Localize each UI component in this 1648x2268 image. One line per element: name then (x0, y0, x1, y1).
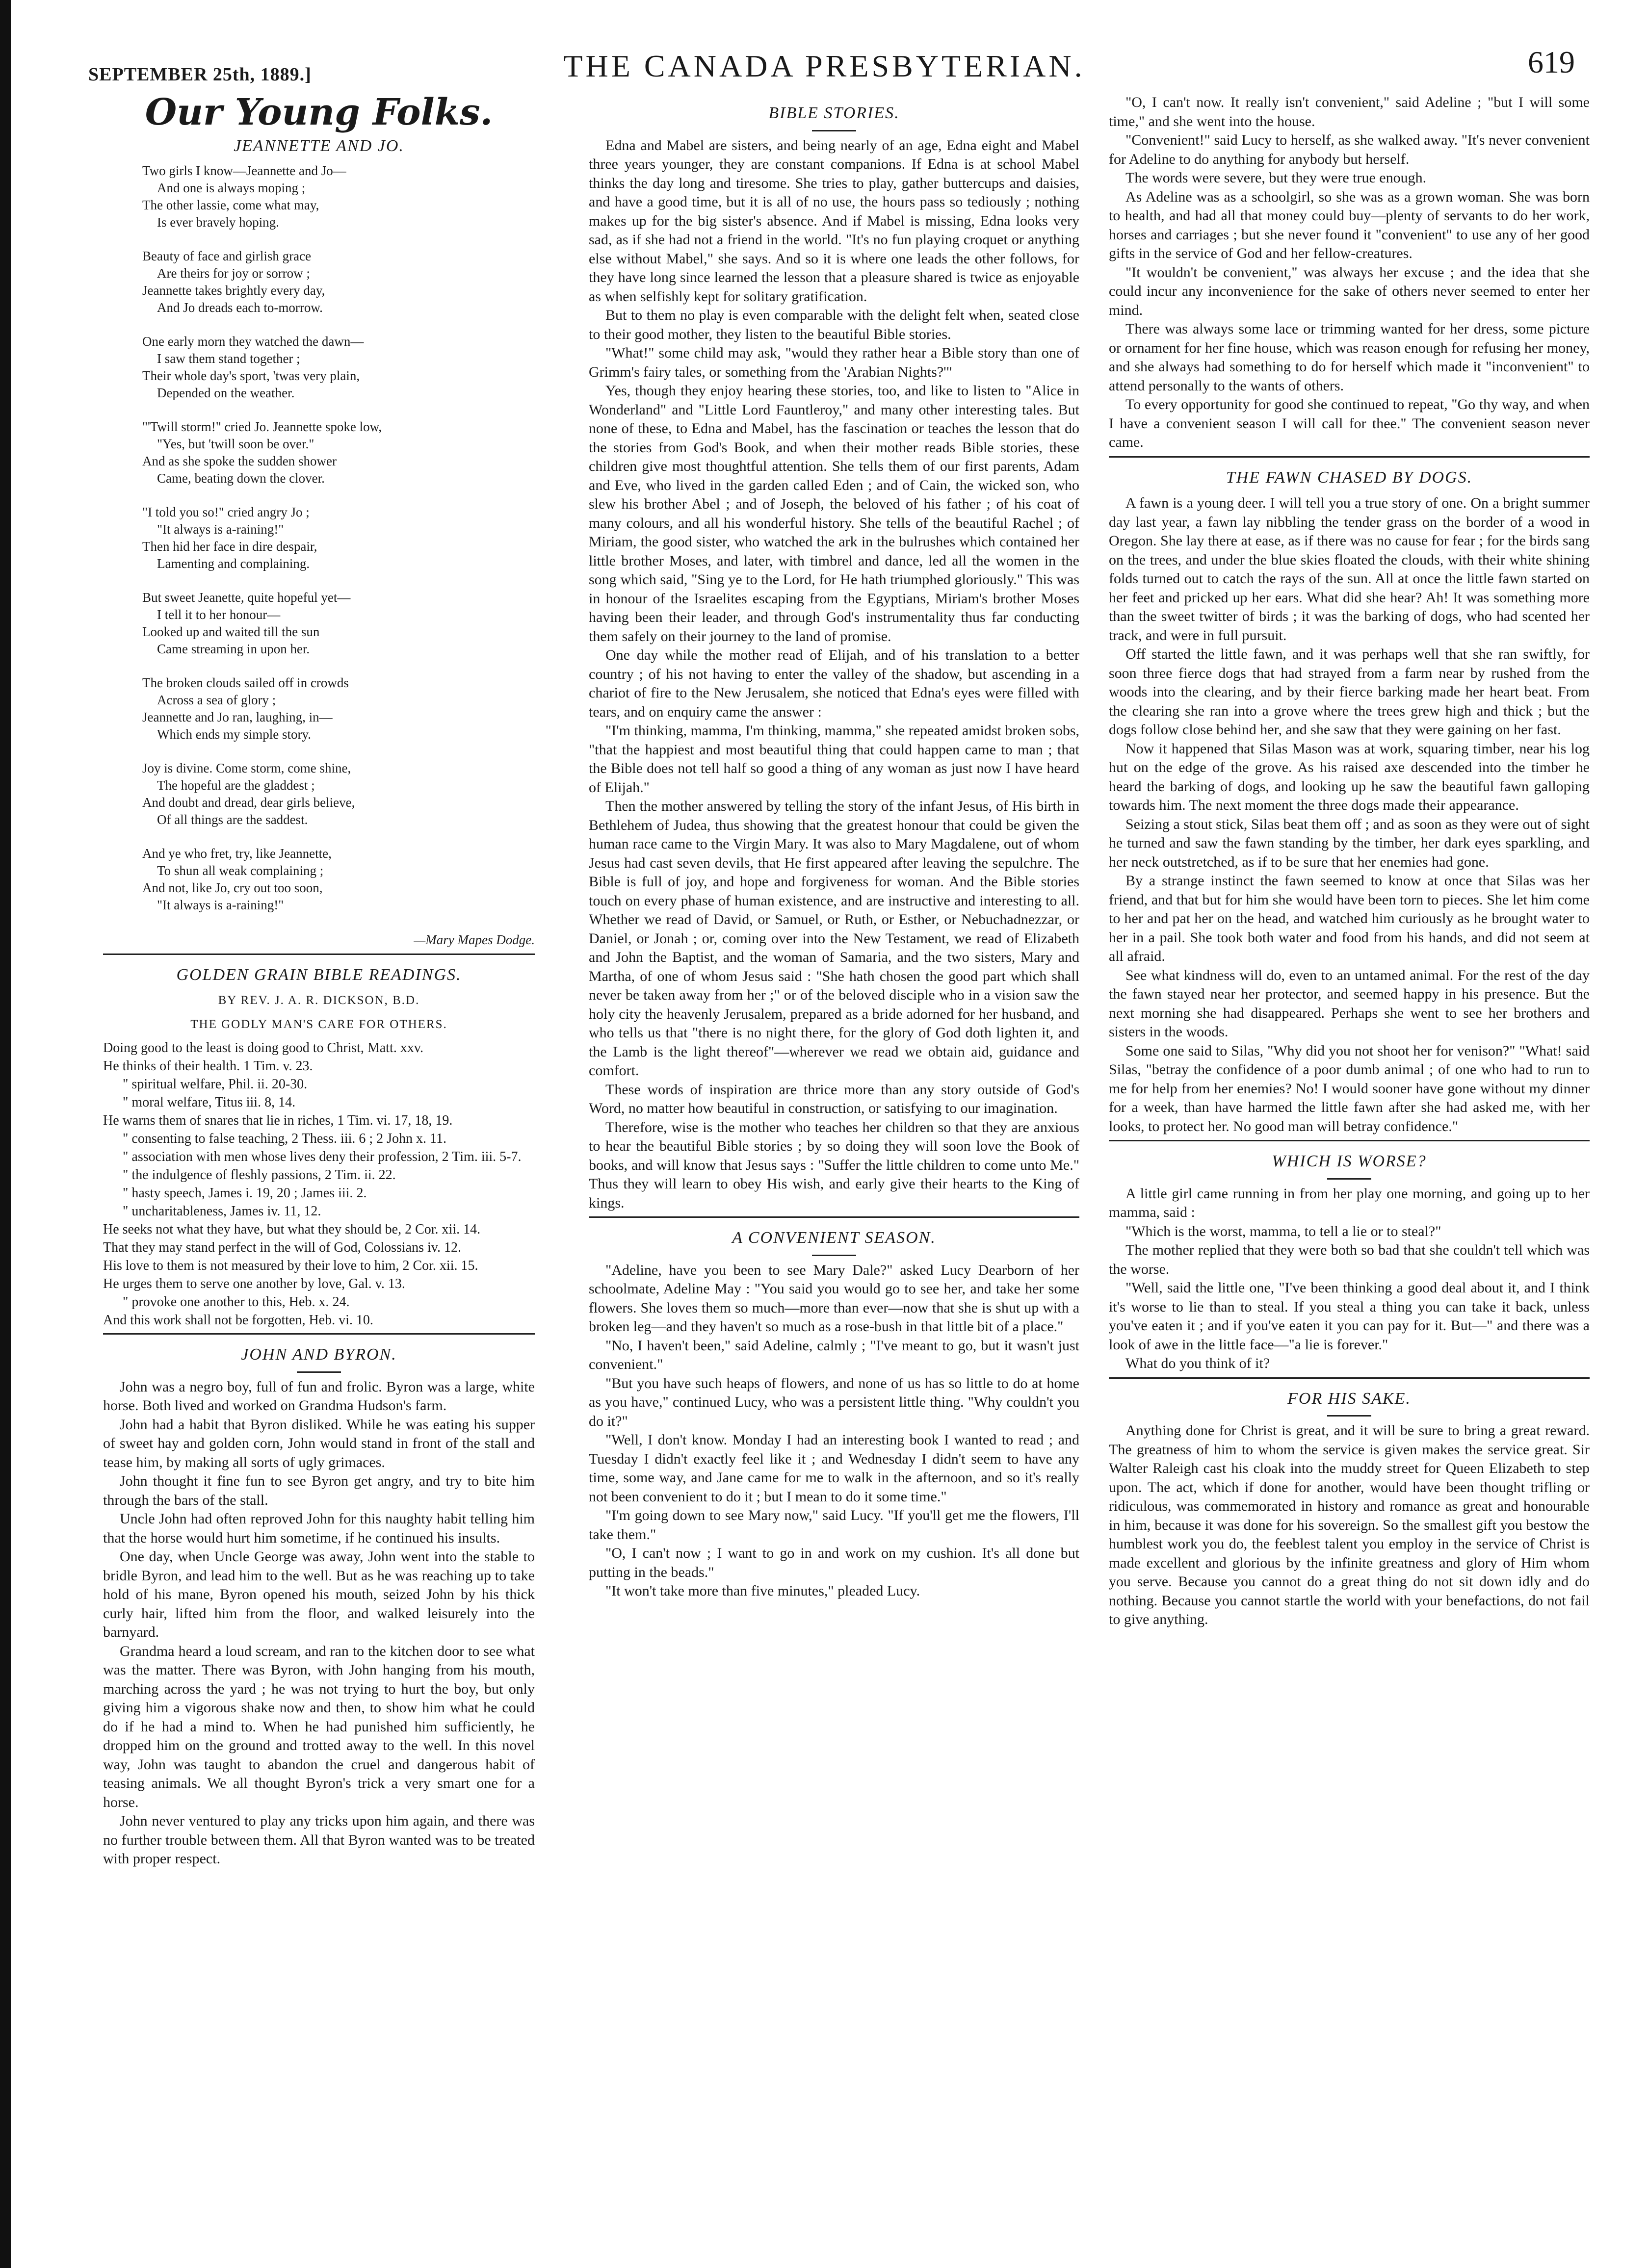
paragraph: Then the mother answered by telling the story of the infant Jesus, of His birth in Bethlehem of Judea, thus showing that the greatest honour that could be given the human race came to the Virgin Mary. It was also to Mary Magdalene, out of whom Jesus had cast seven devils, that He first appeared after leaving the sepulchre. The Bible is full of joy, and hope and forgiveness for woman. And the Bible stories touch on every phase of human existence, and are instructive and interesting to all. Whether we read of David, or Samuel, or Ruth, or Esther, or Nebuchadnezzar, or Daniel, or Jonah ; or, coming over into the New Testament, we read of Elizabeth and John the Baptist, and the woman of Samaria, and the two sisters, Mary and Martha, of one of whom Jesus said : "She hath chosen the good part which shall never be taken away from her ;" or of the beloved disciple who in a vision saw the holy city the heavenly Jerusalem, prepared as a bride adorned for her husband, and who tells us that "there is no night there, for the glory of God doth lighten it, and the Lamb is the light thereof"—wherever we read we obtain aid, guidance and comfort. (589, 798, 1079, 1079)
poem-stanza (142, 760, 535, 828)
bible-stories-body (589, 136, 1079, 1213)
poem-line: "I told you so!" cried angry Jo ; (142, 505, 310, 519)
issue-date: SEPTEMBER 25th, 1889.] (88, 64, 312, 85)
poem-line: Then hid her face in dire despair, (142, 539, 317, 554)
paragraph: Off started the little fawn, and it was perhaps well that she ran swiftly, for soon three fierce dogs that had strayed from a farm near by rushed from the woods into the clearing, and by their fierce barking made her heart beat. From the clearing she ran into a grove where the trees grew high and thick ; but the dogs follow close behind her, and she saw that they were gaining on her fast. (1109, 646, 1590, 738)
his-sake-title: FOR HIS SAKE. (1287, 1389, 1411, 1408)
readings-byline: BY REV. J. A. R. DICKSON, B.D. (218, 994, 420, 1007)
poem-line: Which ends my simple story. (157, 727, 311, 742)
paragraph: "Well, I don't know. Monday I had an interesting book I wanted to read ; and Tuesday I didn't exactly feel like it ; and Wednesday I didn't seem to have any time, some way, and Jane came for me to walk in the afternoon, and so it's really not been convenient to do it ; but I mean to do it some time." (589, 1432, 1079, 1505)
poem-line: Beauty of face and girlish grace (142, 249, 312, 263)
poem-line: "It always is a-raining!" (157, 898, 284, 912)
paragraph: What do you think of it? (1125, 1355, 1270, 1371)
poem-stanza (142, 248, 535, 316)
paragraph: As Adeline was as a schoolgirl, so she was as a grown woman. She was born to health, and had all that money could buy—plenty of servants to do her work, horses and carriages ; but she never found it "convenient" to use any of her good gifts in the service of God and her fellow-creatures. (1109, 188, 1590, 261)
section-title: Our Young Folks. (145, 91, 493, 133)
poem-line: Of all things are the saddest. (157, 812, 308, 827)
short-divider (812, 130, 856, 131)
readings-subtitle: THE GODLY MAN'S CARE FOR OTHERS. (190, 1017, 447, 1031)
poem-stanza (142, 418, 535, 487)
paragraph: Edna and Mabel are sisters, and being nearly of an age, Edna eight and Mabel three years younger, they are constant companions. If Edna is at school Mabel thinks the day long and tiresome. She tries to play, gather buttercups and daisies, and have a good time, but it is all of no use, the hours pass so tediously ; nothing makes up for the big sister's absence. And if Mabel is missing, Edna looks very sad, as if she had not a friend in the world. "It's no fun playing croquet or anything else without Mabel," she says. And so it is where one leads the other follows, for they have long since learned the lesson that a pleasure shared is twice as enjoyable as when selfishly kept for solitary gratification. (589, 137, 1079, 305)
poem-stanza (142, 162, 535, 231)
poem-line: I saw them stand together ; (157, 351, 300, 366)
paragraph: "What!" some child may ask, "would they rather hear a Bible story than one of Grimm's fairy tales, or something from the 'Arabian Nights?'" (589, 345, 1079, 380)
paragraph: Seizing a stout stick, Silas beat them off ; and as soon as they were out of sight he turned and saw the fawn standing by the timber, her dark eyes sparkling, and her neck outstretched, as if to be sure that her enemies had gone. (1109, 816, 1590, 870)
poem-line: Looked up and waited till the sun (142, 624, 320, 639)
reading-line: " provoke one another to this, Heb. x. 24. (123, 1294, 350, 1310)
poem-stanza (142, 504, 535, 572)
worse-body (1109, 1185, 1590, 1373)
paragraph: To every opportunity for good she continued to repeat, "Go thy way, and when I have a convenient season I will call for thee." The convenient season never came. (1109, 396, 1590, 450)
poem-line: The other lassie, come what may, (142, 198, 319, 212)
poem-line: Their whole day's sport, 'twas very plain, (142, 368, 360, 383)
column-left (103, 93, 535, 1869)
divider (103, 1333, 535, 1335)
paragraph: Anything done for Christ is great, and it will be sure to bring a great reward. The greatness of him to whom the service is given makes the service great. Sir Walter Raleigh cast his cloak into the muddy street for Queen Elizabeth to step upon. The act, which if done for another, would have been thought trifling or ridiculous, was commemorated in history and romance as great and honourable in him, because it was done for his sovereign. So the smallest gift you bestow the humblest work you do, the feeblest talent you employ in the service of Christ is made excellent and glorious by the infinite greatness and glory of Him whom you serve. Because you cannot do a great thing do not sit down idly and do nothing. Because you cannot startle the world with your benefactions, do not fail to give anything. (1109, 1422, 1590, 1627)
poem-line: Jeannette takes brightly every day, (142, 283, 325, 298)
poem-line: The hopeful are the gladdest ; (157, 778, 315, 793)
column-right (1109, 93, 1590, 1629)
paragraph: "Convenient!" said Lucy to herself, as she walked away. "It's never convenient for Adeline to do anything for anybody but herself. (1109, 132, 1590, 167)
poem-stanza (142, 845, 535, 914)
reading-line: " consenting to false teaching, 2 Thess. iii. 6 ; 2 John x. 11. (123, 1131, 447, 1146)
reading-line: " spiritual welfare, Phil. ii. 20-30. (123, 1077, 308, 1092)
poem-line: One early morn they watched the dawn— (142, 334, 364, 349)
paragraph: "Adeline, have you been to see Mary Dale?" asked Lucy Dearborn of her schoolmate, Adeline May : "You said you would go to see her, and take her some flowers. She loves them so much—more than ever—now that she is shut up with a broken leg—and they haven't so much as a rose-bush in that little bit of a place." (589, 1262, 1079, 1335)
paragraph: One day, when Uncle George was away, John went into the stable to bridle Byron, and lead him to the well. But as he was reaching up to take hold of his mane, Byron opened his mouth, seized John by his thick curly hair, lifted him from the floor, and walked leisurely into the barnyard. (103, 1548, 535, 1640)
short-divider (1327, 1415, 1371, 1417)
bible-stories-title: BIBLE STORIES. (768, 104, 900, 122)
poem-line: Two girls I know—Jeannette and Jo— (142, 163, 346, 178)
poem-line: Across a sea of glory ; (157, 693, 276, 707)
paragraph: These words of inspiration are thrice more than any story outside of God's Word, no matter how beautiful in construction, or satisfying to our imagination. (589, 1081, 1079, 1116)
page-number: 619 (1528, 45, 1575, 79)
poem-line: Joy is divine. Come storm, come shine, (142, 761, 351, 775)
john-byron-body (103, 1378, 535, 1869)
readings-list (103, 1039, 535, 1329)
reading-line: He seeks not what they have, but what they should be, 2 Cor. xii. 14. (103, 1222, 481, 1237)
paragraph: One day while the mother read of Elijah, and of his translation to a better country ; of his not having to enter the valley of the shadow, but ascending in a chariot of fire to the New Jerusalem, she noticed that Edna's eyes were filled with tears, and on enquiry came the answer : (589, 647, 1079, 720)
poem-title: JEANNETTE AND JO. (234, 136, 404, 155)
poem-line: Jeannette and Jo ran, laughing, in— (142, 710, 333, 724)
poem-line: To shun all weak complaining ; (157, 863, 324, 878)
reading-line: His love to them is not measured by their love to him, 2 Cor. xii. 15. (103, 1258, 478, 1273)
paragraph: A fawn is a young deer. I will tell you a true story of one. On a bright summer day last year, a fawn lay nibbling the tender grass on the border of a wood in Oregon. She lay there at ease, as if there was no cause for fear ; for the birds sang on the trees, and under the blue skies floated the clouds, with their white shining folds turned out to catch the rays of the sun. All at once the little fawn started on her feet and pricked up her ears. What did she hear? Ah! It was something more than the sweet twitter of birds ; it was the barking of dogs, who had scented her track, and were in full pursuit. (1109, 495, 1590, 644)
paragraph: "No, I haven't been," said Adeline, calmly ; "I've meant to go, but it wasn't just convenient." (589, 1337, 1079, 1372)
reading-line: " hasty speech, James i. 19, 20 ; James iii. 2. (123, 1186, 367, 1201)
divider (103, 954, 535, 955)
reading-line: He thinks of their health. 1 Tim. v. 23. (103, 1058, 313, 1074)
poem-line: Are theirs for joy or sorrow ; (157, 266, 310, 281)
newspaper-title: THE CANADA PRESBYTERIAN. (563, 49, 1085, 83)
paragraph: The mother replied that they were both so bad that she couldn't tell which was the worse. (1109, 1242, 1590, 1277)
poem-stanza (142, 333, 535, 402)
poem-line: And doubt and dread, dear girls believe, (142, 795, 355, 810)
divider (589, 1216, 1079, 1218)
paragraph: John never ventured to play any tricks upon him again, and there was no further trouble between them. All that Byron wanted was to be treated with proper respect. (103, 1813, 535, 1867)
convenient-season-body (589, 1261, 1079, 1601)
divider (1109, 456, 1590, 458)
reading-line: " association with men whose lives deny their profession, 2 Tim. iii. 5-7. (123, 1149, 522, 1164)
paragraph: Therefore, wise is the mother who teaches her children so that they are anxious to hear the beautiful Bible stories ; by so doing they will soon love the Book of books, and will know that Jesus says : "Suffer the little children to come unto Me." Thus they will learn to obey His wish, and early give their hearts to the King of kings. (589, 1119, 1079, 1211)
paragraph: "O, I can't now. It really isn't convenient," said Adeline ; "but I will some time," and she went into the house. (1109, 94, 1590, 129)
paragraph: "It won't take more than five minutes," pleaded Lucy. (605, 1583, 920, 1599)
poem-line: But sweet Jeanette, quite hopeful yet— (142, 590, 351, 605)
page-header (74, 34, 1575, 93)
divider (1109, 1377, 1590, 1379)
column-middle (589, 93, 1079, 1601)
paragraph: A little girl came running in from her play one morning, and going up to her mamma, said : (1109, 1185, 1590, 1220)
paragraph: Now it happened that Silas Mason was at work, squaring timber, near his log hut on the edge of the grove. As his raised axe descended into the timber he heard the barking of dogs, and looking up he saw the beautiful fawn galloping towards him. The next moment the three dogs made their appearance. (1109, 740, 1590, 813)
poem-stanza (142, 674, 535, 743)
poem-attribution: —Mary Mapes Dodge. (414, 932, 535, 947)
divider (1109, 1140, 1590, 1141)
poem-line: Depended on the weather. (157, 386, 295, 400)
reading-line: " uncharitableness, James iv. 11, 12. (123, 1204, 321, 1219)
reading-line: " moral welfare, Titus iii. 8, 14. (123, 1095, 296, 1110)
john-byron-title: JOHN AND BYRON. (241, 1345, 397, 1364)
short-divider (812, 1255, 856, 1256)
paragraph: "But you have such heaps of flowers, and none of us has so little to do at home as you have," continued Lucy, who was a persistent little thing. "Why couldn't you do it?" (589, 1375, 1079, 1429)
paragraph: By a strange instinct the fawn seemed to know at once that Silas was her friend, and that but for him she would have been torn to pieces. She let him come to her and pat her on the head, and watched him curiously as he brought water to her in a pail. She took both water and food from his hands, and did not seem at all afraid. (1109, 873, 1590, 964)
fawn-title: THE FAWN CHASED BY DOGS. (1226, 468, 1473, 487)
short-divider (297, 1371, 341, 1373)
poem-line: Came streaming in upon her. (157, 642, 310, 656)
poem-line: "It always is a-raining!" (157, 522, 284, 537)
poem-line: And as she spoke the sudden shower (142, 454, 337, 468)
poem-line: I tell it to her honour— (157, 607, 281, 622)
poem-line: Lamenting and complaining. (157, 556, 310, 571)
poem-line: And Jo dreads each to-morrow. (157, 300, 323, 315)
poem-line: And one is always moping ; (157, 180, 306, 195)
paragraph: The words were severe, but they were true enough. (1125, 170, 1427, 186)
poem-line: And ye who fret, try, like Jeannette, (142, 846, 332, 861)
readings-title: GOLDEN GRAIN BIBLE READINGS. (176, 965, 462, 984)
poem-stanza (142, 589, 535, 658)
convenient-season-continued (1109, 93, 1590, 452)
poem-line: "'Twill storm!" cried Jo. Jeannette spoke low, (142, 419, 382, 434)
reading-line: That they may stand perfect in the will of God, Colossians iv. 12. (103, 1240, 461, 1255)
short-divider (1327, 1178, 1371, 1180)
poem-line: And not, like Jo, cry out too soon, (142, 880, 323, 895)
convenient-season-title: A CONVENIENT SEASON. (732, 1229, 936, 1247)
reading-line: Doing good to the least is doing good to Christ, Matt. xxv. (103, 1040, 424, 1056)
paragraph: Grandma heard a loud scream, and ran to the kitchen door to see what was the matter. There was Byron, with John hanging from his mouth, marching across the yard ; he was not trying to hurt the boy, but only giving him a vigorous shake now and then, to show him what he could do if he had a mind to. When he had punished him sufficiently, he dropped him on the ground and trotted away to the well. In this novel way, John was taught to abandon the cruel and dangerous habit of teasing animals. We all thought Byron's trick a very smart one for a horse. (103, 1643, 535, 1810)
paragraph: John was a negro boy, full of fun and frolic. Byron was a large, white horse. Both lived and worked on Grandma Hudson's farm. (103, 1378, 535, 1414)
poem-line: Is ever bravely hoping. (157, 215, 279, 230)
paragraph: "I'm thinking, mamma, I'm thinking, mamma," she repeated amidst broken sobs, "that the happiest and most beautiful thing that could happen came to man ; that the Bible does not tell half so good a thing of any woman as just now I have heard of Elijah." (589, 722, 1079, 796)
paragraph: "O, I can't now ; I want to go in and work on my cushion. It's all done but putting in the beads." (589, 1545, 1079, 1580)
his-sake-body (1109, 1421, 1590, 1629)
paragraph: John had a habit that Byron disliked. While he was eating his supper of sweet hay and golden corn, John would stand in front of the stall and tease him, by making all sorts of ugly grimaces. (103, 1416, 535, 1470)
paragraph: Uncle John had often reproved John for this naughty habit telling him that the horse would hurt him sometime, if he continued his insults. (103, 1511, 535, 1546)
paragraph: "I'm going down to see Mary now," said Lucy. "If you'll get me the flowers, I'll take them." (589, 1507, 1079, 1543)
paragraph: See what kindness will do, even to an untamed animal. For the rest of the day the fawn stayed near her protector, and seemed happy in his presence. But the next morning she had disappeared. Perhaps she went to see her brothers and sisters in the woods. (1109, 967, 1590, 1040)
paragraph: But to them no play is even comparable with the delight felt when, seated close to their good mother, they listen to the beautiful Bible stories. (589, 307, 1079, 342)
reading-line: He urges them to serve one another by love, Gal. v. 13. (103, 1276, 405, 1291)
page-edge-bar (0, 0, 11, 2268)
paragraph: "It wouldn't be convenient," was always her excuse ; and the idea that she could incur any inconvenience for the sake of others never seemed to enter her mind. (1109, 264, 1590, 318)
poem-line: The broken clouds sailed off in crowds (142, 675, 349, 690)
paragraph: Some one said to Silas, "Why did you not shoot her for venison?" "What! said Silas, "betray the confidence of a poor dumb animal ; of one who had to run to me for help from her enemies? No! I would sooner have gone without my dinner for a week, than have harmed the little fawn after she had asked me, with her looks, to protect her. No good man will betray confidence." (1109, 1042, 1590, 1134)
poem-line: "Yes, but 'twill soon be over." (157, 437, 314, 451)
poem-line: Came, beating down the clover. (157, 471, 325, 486)
reading-line: He warns them of snares that lie in riches, 1 Tim. vi. 17, 18, 19. (103, 1113, 453, 1128)
worse-title: WHICH IS WORSE? (1272, 1152, 1427, 1170)
paragraph: Yes, though they enjoy hearing these stories, too, and like to listen to "Alice in Wonderland" and "Little Lord Fauntleroy," and many other interesting tales. But none of these, to Edna and Mabel, has the fascination or teaches the lesson that do the stories from God's Book, and when their mother reads Bible stories, these children give most thoughtful attention. She tells them of our first parents, Adam and Eve, who lived in the garden called Eden ; and of Cain, the wicked son, who slew his brother Abel ; and of Joseph, the beloved of his father ; of his coat of many colours, and all his wonderful history. She tells of the beautiful Rachel ; of Miriam, the good sister, who watched the ark in the bulrushes which contained her little brother Moses, and later, with timbrel and dance, led all the women in the song which said, "Sing ye to the Lord, for He hath triumphed gloriously." This was in honour of the Israelites escaping from the Egyptians, Miriam's brother Moses having been their leader, and through God's instrumentality thus far conducting them safely on their journey to the land of promise. (589, 383, 1079, 644)
paragraph: "Which is the worst, mamma, to tell a lie or to steal?" (1125, 1223, 1441, 1239)
reading-line: " the indulgence of fleshly passions, 2 Tim. ii. 22. (123, 1167, 396, 1183)
reading-line: And this work shall not be forgotten, Heb. vi. 10. (103, 1313, 373, 1328)
fawn-body (1109, 494, 1590, 1136)
paragraph: John thought it fine fun to see Byron get angry, and try to bite him through the bars of the stall. (103, 1473, 535, 1508)
paragraph: "Well, said the little one, "I've been thinking a good deal about it, and I think it's worse to lie than to steal. If you steal a thing you can take it back, unless you've eaten it ; and if you've eaten it you can pay for it. But—" and there was a look of awe in the little face—"a lie is forever." (1109, 1280, 1590, 1353)
poem-body (103, 162, 535, 914)
paragraph: There was always some lace or trimming wanted for her dress, some picture or ornament for her fine house, which was reason enough for refusing her money, and she always had something to do for herself which made it "inconvenient" to attend personally to the wants of others. (1109, 321, 1590, 394)
